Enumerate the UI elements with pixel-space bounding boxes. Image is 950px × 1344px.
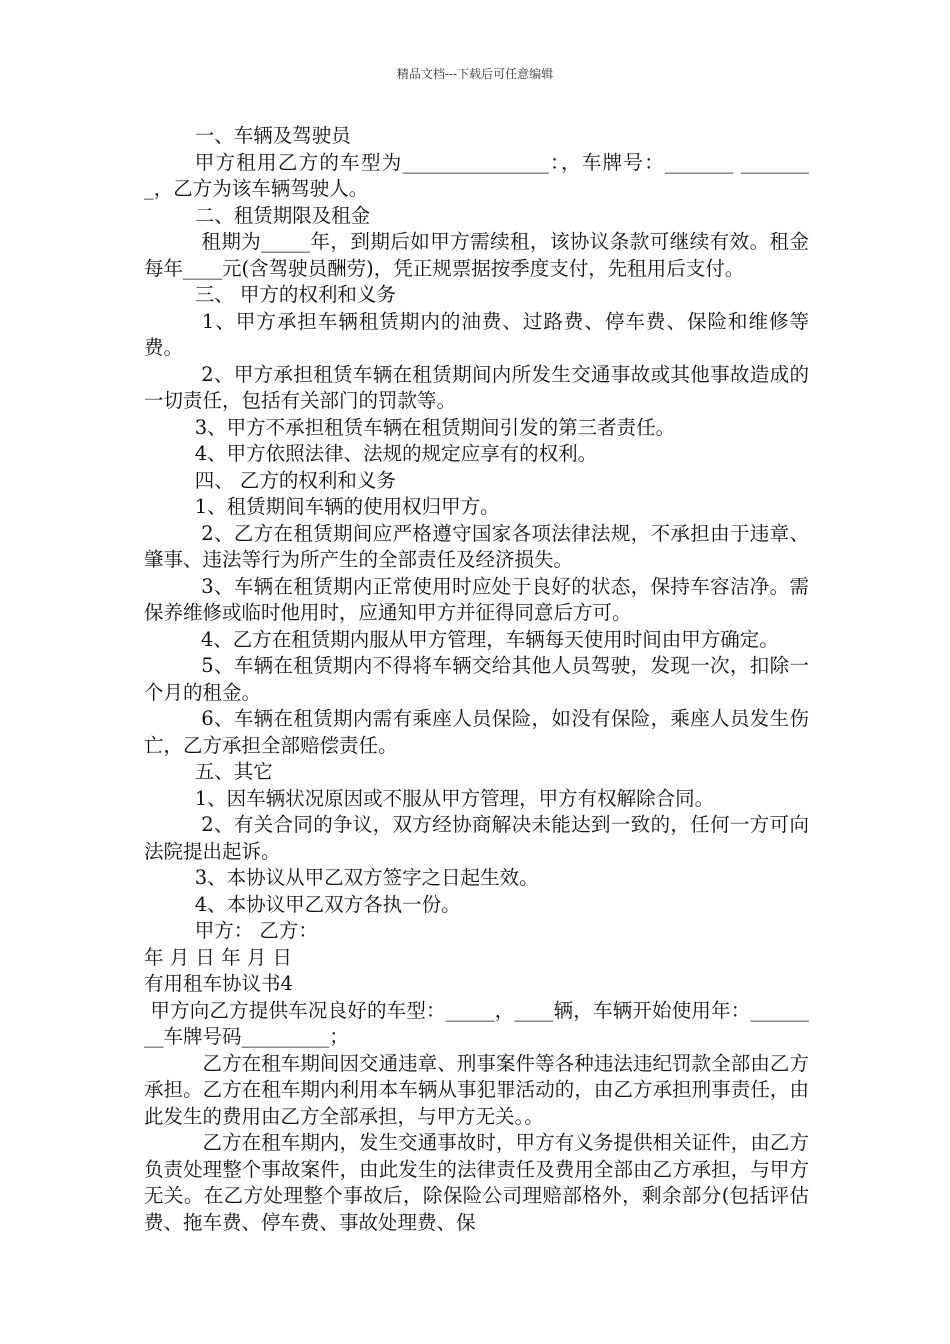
paragraph: 1、甲方承担车辆租赁期内的油费、过路费、停车费、保险和维修等费。 bbox=[144, 309, 809, 359]
paragraph: 1、租赁期间车辆的使用权归甲方。 bbox=[194, 495, 500, 518]
paragraph: 乙方在租车期内，发生交通事故时，甲方有义务提供相关证件，由乙方负责处理整个事故案件，由此发生的法律责任及费用全部由乙方承担，与甲方无关。在乙方处理整个事故后，除保险公司理赔部格外，剩余部分(包括评估费、拖车费、停车费、事故处理费、保 bbox=[144, 1131, 809, 1234]
section-title: 有用租车协议书4 bbox=[144, 972, 293, 995]
paragraph: 3、本协议从甲乙双方签字之日起生效。 bbox=[194, 866, 539, 889]
paragraph: 3、甲方不承担租赁车辆在租赁期间引发的第三者责任。 bbox=[194, 415, 676, 439]
section-heading: 一、车辆及驾驶员 bbox=[194, 124, 351, 147]
paragraph: 甲方租用乙方的车型为_______________：，车牌号：_______ ________，乙方为该车辆驾驶人。 bbox=[144, 150, 809, 200]
paragraph: 4、本协议甲乙双方各执一份。 bbox=[194, 892, 461, 916]
paragraph: 甲方向乙方提供车况良好的车型：_____，____辆，车辆开始使用年：________车牌号码_________； bbox=[144, 998, 809, 1048]
page-header: 精品文档---下载后可任意编辑 bbox=[396, 67, 554, 81]
paragraph: 2、有关合同的争议，双方经协商解决未能达到一致的，任何一方可向法院提出起诉。 bbox=[144, 813, 809, 863]
paragraph: 3、车辆在租赁期内正常使用时应处于良好的状态，保持车容洁净。需保养维修或临时他用时，应通知甲方并征得同意后方可。 bbox=[144, 574, 809, 624]
signature-line: 甲方： 乙方： bbox=[194, 919, 318, 942]
paragraph: 6、车辆在租赁期内需有乘座人员保险，如没有保险，乘座人员发生伤亡，乙方承担全部赔偿责任。 bbox=[144, 707, 809, 757]
paragraph: 2、乙方在租赁期间应严格遵守国家各项法律法规，不承担由于违章、肇事、违法等行为所产生的全部责任及经济损失。 bbox=[144, 521, 809, 571]
paragraph: 1、因车辆状况原因或不服从甲方管理，甲方有权解除合同。 bbox=[194, 786, 715, 810]
section-heading: 五、其它 bbox=[194, 760, 273, 783]
document-body bbox=[144, 123, 809, 1236]
paragraph: 4、甲方依照法律、法规的规定应享有的权利。 bbox=[194, 442, 598, 465]
paragraph: 5、车辆在租赁期内不得将车辆交给其他人员驾驶，发现一次，扣除一个月的租金。 bbox=[144, 654, 809, 704]
paragraph: 乙方在租车期间因交通违章、刑事案件等各种违法违纪罚款全部由乙方承担。乙方在租车期内利用本车辆从事犯罪活动的，由乙方承担刑事责任，由此发生的费用由乙方全部承担，与甲方无关。。 bbox=[144, 1051, 809, 1128]
section-heading: 二、租赁期限及租金 bbox=[194, 203, 371, 227]
paragraph: 2、甲方承担租赁车辆在租赁期间内所发生交通事故或其他事故造成的一切责任，包括有关部门的罚款等。 bbox=[144, 362, 809, 412]
section-heading: 三、 甲方的权利和义务 bbox=[194, 283, 396, 306]
section-heading: 四、 乙方的权利和义务 bbox=[194, 468, 396, 492]
paragraph: 租期为_____年，到期后如甲方需续租，该协议条款可继续有效。租金每年____元(含驾驶员酬劳)，凭正规票据按季度支付，先租用后支付。 bbox=[144, 230, 809, 280]
paragraph: 4、乙方在租赁期内服从甲方管理，车辆每天使用时间由甲方确定。 bbox=[194, 627, 779, 651]
date-line: 年 月 日 年 月 日 bbox=[144, 945, 292, 969]
